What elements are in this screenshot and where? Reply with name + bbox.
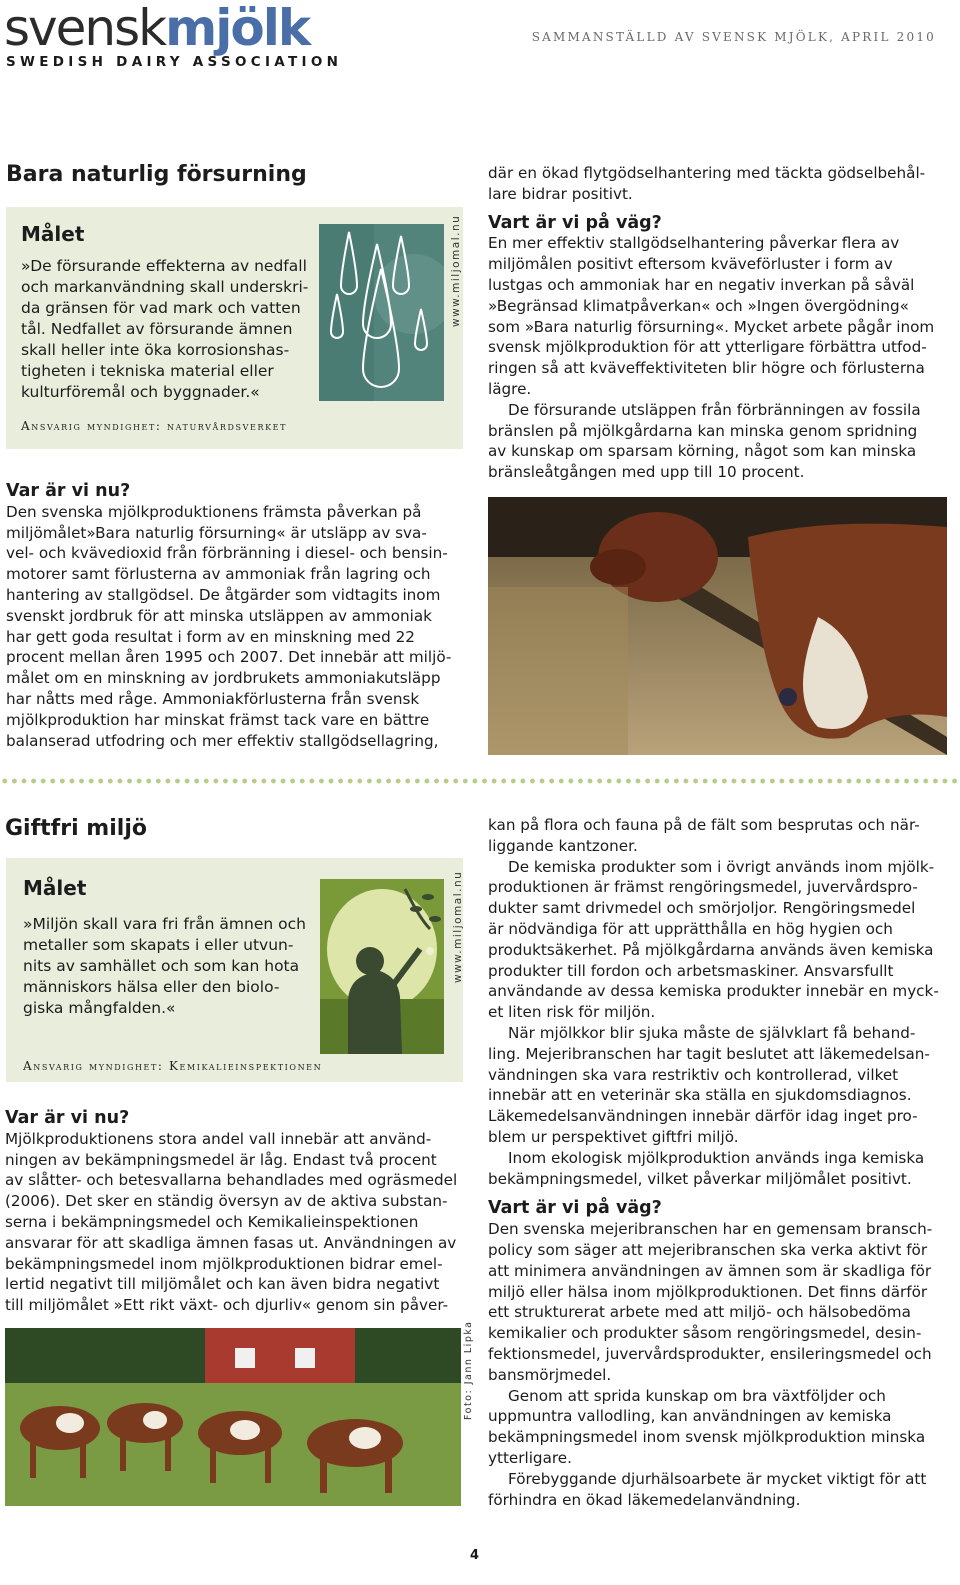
section-divider — [0, 778, 960, 784]
going-heading: Vart är vi på väg? — [488, 212, 662, 233]
compiled-by: SAMMANSTÄLLD AV SVENSK MJÖLK, APRIL 2010 — [531, 30, 936, 44]
section-title-acidification: Bara naturlig försurning — [6, 162, 307, 187]
website-url: www.miljomal.nu — [452, 870, 464, 983]
goal-text: »Miljön skall vara fri från ämnen och metaller som skapats i eller utvun- nits av samhället och som kan hota människors hälsa eller den biolo- giska mångfalden.« — [23, 915, 306, 1017]
goal-heading: Målet — [23, 876, 87, 900]
section-title-toxic-free: Giftfri miljö — [5, 816, 147, 841]
cows-feeding-photo — [488, 497, 947, 755]
where-heading: Var är vi nu? — [6, 481, 131, 501]
cows-pasture-photo — [5, 1328, 461, 1506]
website-url: www.miljomal.nu — [450, 214, 462, 327]
going-heading: Vart är vi på väg? — [488, 1198, 662, 1219]
responsible-authority: Ansvarig myndighet: Kemikalieinspektionen — [23, 1059, 323, 1073]
where-heading: Var är vi nu? — [5, 1108, 130, 1128]
person-with-plant-icon — [320, 879, 444, 1054]
goal-text: »De försurande effekterna av nedfall och markanvändning skall underskri- da gränsen för vad mark och vatten tål. Nedfallet av försurande ämnen skall heller inte öka korrosionshas- tigheten i tekniska material eller kulturföremål och byggnader.« — [21, 257, 309, 401]
goal-box-acidification — [6, 207, 463, 449]
responsible-authority: Ansvarig myndighet: naturvårdsverket — [21, 419, 288, 433]
goal-box-toxic-free — [6, 858, 463, 1082]
logo: svenskmjölk — [4, 0, 310, 57]
photo-credit: Foto: Jann Lipka — [463, 1320, 474, 1420]
raindrops-icon — [319, 224, 444, 401]
goal-heading: Målet — [21, 222, 85, 246]
left-column-acidification: Var är vi nu? Den svenska mjölkproduktionens främsta påverkan på miljömålet»Bara naturlig försurning« är utsläpp av sva- vel- och kvävedioxid från förbränning i diesel- och bensin- motorer samt förlusterna av ammoniak från lagring och hantering av stallgödsel. De åtgärder som vidtagits inom svenskt jordbruk för att minska utsläppen av ammoniak har gett goda resultat i form av en minskning med 22 procent mellan åren 1995 och 2007. Det innebär att miljö- målet om en minskning av jordbrukets ammoniakutsläpp har nåtts med råge. Ammoniakförlusterna från svensk mjölkproduktion har minskat främst tack vare en bättre balanserad utfodring och mer effektiv stallgödsellagring, — [6, 481, 466, 751]
right-column-acidification: där en ökad flytgödselhantering med täckta gödselbehål- lare bidrar positivt. Vart är vi på väg? En mer effektiv stallgödselhantering påverkar flera av miljömålen positivt eftersom kväveförluster i form av lustgas och ammoniak har en negativ inverkan på såväl »Begränsad klimatpåverkan« och »Ingen övergödning« som »Bara naturlig försurning«. Mycket arbete pågår inom svensk mjölkproduktion för att ytterligare förbättra utfod- ringen så att kväveffektiviteten blir högre och förlusterna lägre. De försurande utsläppen från förbränningen av fossila bränslen på mjölkgårdarna kan minska genom spridning av kunskap om sparsam körning, något som kan minska bränsleåtgången med upp till 10 procent. — [488, 163, 956, 483]
logo-subtitle: SWEDISH DAIRY ASSOCIATION — [6, 54, 343, 70]
left-column-toxic-free: Var är vi nu? Mjölkproduktionens stora andel vall innebär att använd- ningen av bekämpningsmedel är låg. Endast två procent av slåtter- och betesvallarna behandlades med ogräsmedel (2006). Det sker en ständig översyn av de aktiva substan- serna i bekämpningsmedel och Kemikalieinspektionen ansvarar för att skadliga ämnen fasas ut. Användningen av bekämpningsmedel inom mjölkproduktionen bidrar emel- lertid negativt till miljömålet och kan även bidra negativt till miljömålet »Ett rikt växt- och djurliv« genom sin påver- — [5, 1108, 470, 1316]
right-column-toxic-free: kan på flora och fauna på de fält som besprutas och när- liggande kantzoner. De kemiska produkter som i övrigt används inom mjölk- produktionen är främst rengöringsmedel, juvervårdspro- dukter samt drivmedel och smörjoljor. Rengöringsmedel är nödvändiga för att upprätthålla en hög hygien och produktsäkerhet. På mjölkgårdarna används även kemiska produkter till fordon och arbetsmaskiner. Ansvarsfullt användande av dessa kemiska produkter innebär en myck- et liten risk för miljön. När mjölkkor blir sjuka måste de självklart få behand- ling. Mejeribranschen har tagit beslutet att läkemedelsan- vändningen ska vara restriktiv och kontrollerad, vilket innebär att en veterinär ska ställa en sjukdomsdiagnos. Läkemedelsanvändningen innebär därför idag inget pro- blem ur perspektivet giftfri miljö. Inom ekologisk mjölkproduktion används inga kemiska bekämpningsmedel, vilket påverkar miljömålet positivt. Vart är vi på väg? Den svenska mejeribranschen har en gemensam bransch- policy som säger att mejeribranschen ska verka aktivt för att minimera användningen av ämnen som är skadliga för miljö eller hälsa inom mjölkproduktionen. Det finns därför ett strukturerat arbete med att miljö- och hälsobedöma kemikalier och produkter såsom rengöringsmedel, desin- fektionsmedel, juvervårdsprodukter, ensileringsmedel och bansmörjmedel. Genom att sprida kunskap om bra växtföljder och uppmuntra vallodling, kan användningen av kemiska bekämpningsmedel inom svensk mjölkproduktion minska ytterligare. Förebyggande djurhälsoarbete är mycket viktigt för att förhindra en ökad läkemedelanvändning. — [488, 815, 956, 1510]
page-number: 4 — [470, 1548, 480, 1563]
